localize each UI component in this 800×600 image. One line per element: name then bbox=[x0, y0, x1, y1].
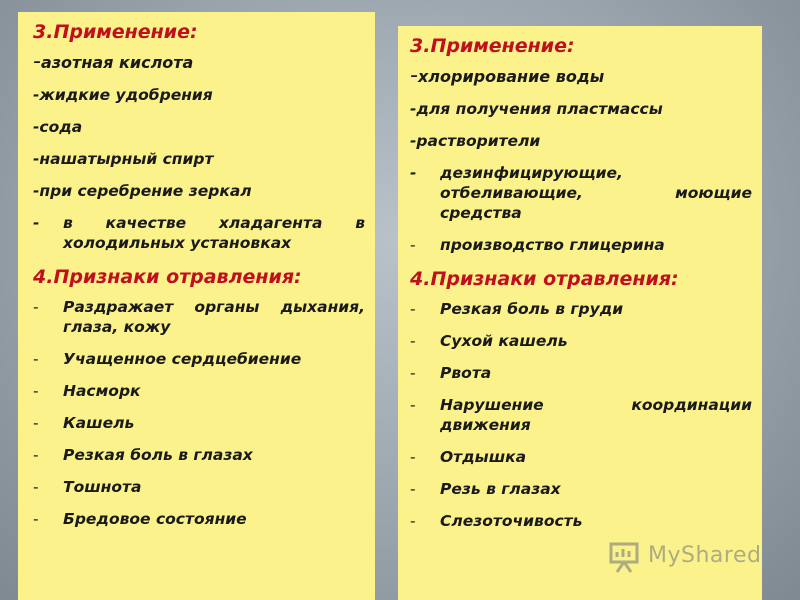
section3-list bbox=[33, 49, 365, 253]
list-item: -жидкие удобрения bbox=[33, 86, 213, 104]
watermark-text: MyShared bbox=[648, 543, 762, 568]
list-item: -для получения пластмассы bbox=[410, 100, 663, 118]
list-item: - в качестве хладагента в холодильных установках bbox=[33, 214, 365, 252]
section4-list bbox=[33, 297, 365, 529]
list-item: - дезинфицирующие, отбеливающие, моющие средства bbox=[410, 164, 752, 222]
right-card bbox=[398, 26, 762, 600]
list-item: - Раздражает органы дыхания, глаза, кожу bbox=[33, 298, 365, 336]
list-item: - Отдышка bbox=[410, 448, 527, 466]
list-item: - Кашель bbox=[33, 414, 135, 432]
list-item: -нашатырный спирт bbox=[33, 150, 214, 168]
list-item: - Резкая боль в глазах bbox=[33, 446, 253, 464]
list-item: - Нарушение координации движения bbox=[410, 396, 752, 434]
list-item: - Резь в глазах bbox=[410, 480, 561, 498]
section3-heading: 3.Применение: bbox=[33, 21, 198, 43]
list-item: - Бредовое состояние bbox=[33, 510, 247, 528]
list-item: - Учащенное сердцебиение bbox=[33, 350, 302, 368]
section3-heading: 3.Применение: bbox=[410, 35, 575, 57]
section4-list bbox=[410, 299, 752, 531]
list-item: - Слезоточивость bbox=[410, 512, 583, 530]
list-item: - Сухой кашель bbox=[410, 332, 568, 350]
list-item: - Резкая боль в груди bbox=[410, 300, 624, 318]
watermark bbox=[608, 540, 768, 574]
list-item: -при серебрение зеркал bbox=[33, 182, 252, 200]
section3-list bbox=[410, 63, 752, 255]
section4-heading: 4.Признаки отравления: bbox=[33, 266, 302, 288]
list-item: -растворители bbox=[410, 132, 541, 150]
list-item: - Насморк bbox=[33, 382, 141, 400]
list-item: - Тошнота bbox=[33, 478, 142, 496]
list-item: -хлорирование воды bbox=[410, 63, 605, 88]
list-item: - производство глицерина bbox=[410, 236, 665, 254]
left-card bbox=[18, 12, 375, 600]
list-item: -азотная кислота bbox=[33, 49, 194, 74]
presentation-board-icon bbox=[608, 540, 642, 574]
list-item: - Рвота bbox=[410, 364, 492, 382]
list-item: -сода bbox=[33, 118, 83, 136]
section4-heading: 4.Признаки отравления: bbox=[410, 268, 679, 290]
